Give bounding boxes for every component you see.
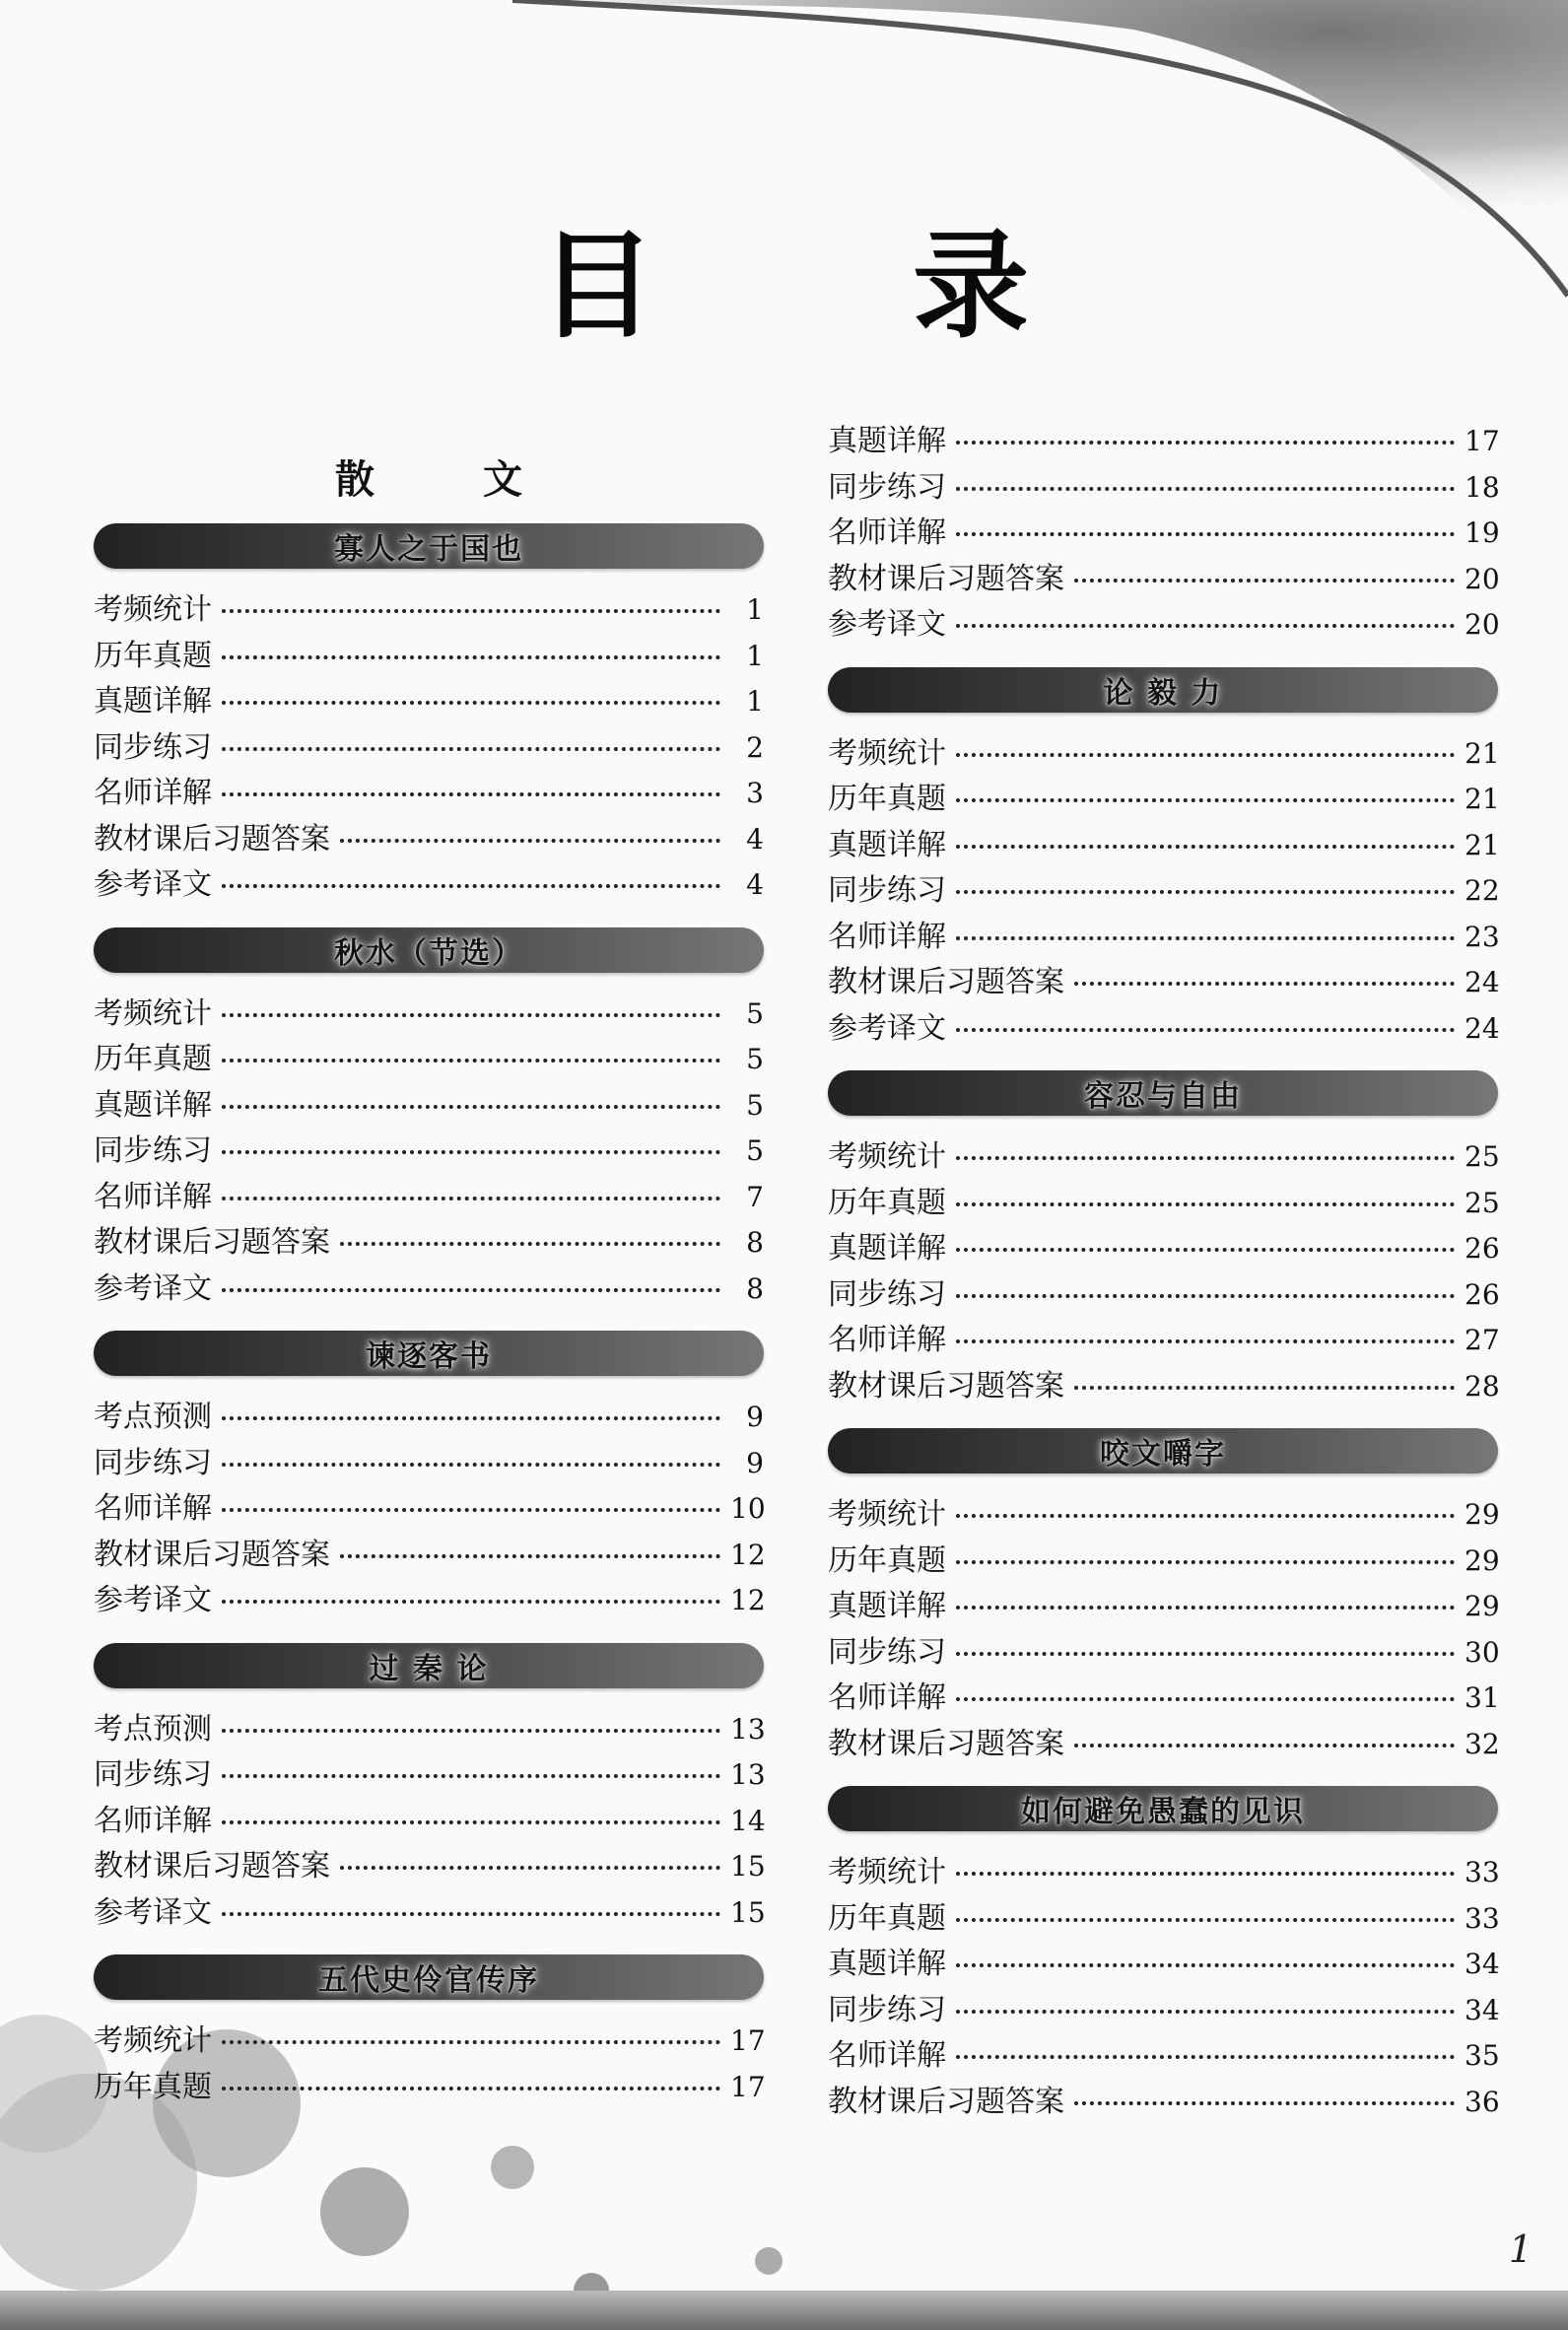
toc-entry[interactable]	[828, 1489, 1498, 1536]
entry-page-number: 24	[1465, 1011, 1500, 1045]
entry-label: 真题详解	[828, 1947, 946, 1981]
entry-page-number: 24	[1465, 966, 1500, 998]
toc-chapter	[94, 1954, 764, 2107]
dot-leader	[222, 1197, 720, 1200]
entry-label: 名师详解	[828, 1680, 946, 1715]
chapter-title: 咬文嚼字	[1100, 1437, 1226, 1472]
dot-leader	[956, 1202, 1455, 1206]
entry-page-number: 27	[1465, 1324, 1500, 1356]
chapter-title: 容忍与自由	[1084, 1079, 1242, 1114]
toc-entry[interactable]	[828, 599, 1498, 646]
dot-leader	[956, 2010, 1455, 2014]
entry-page-number: 25	[1465, 1186, 1500, 1219]
dot-leader	[340, 1242, 720, 1246]
chapter-title-bar	[94, 927, 764, 973]
toc-chapter	[94, 1331, 764, 1621]
toc-entry[interactable]	[94, 814, 764, 860]
dot-leader	[956, 753, 1455, 757]
entry-page-number: 1	[746, 639, 764, 672]
dot-leader	[222, 1059, 720, 1062]
entry-page-number: 34	[1465, 1948, 1500, 1980]
entry-page-number: 12	[730, 1538, 766, 1571]
entry-label: 同步练习	[828, 1992, 946, 2027]
toc-chapter	[94, 1643, 764, 1934]
entry-page-number: 9	[746, 1401, 764, 1433]
toc-left-column	[94, 517, 764, 2129]
dot-leader	[956, 1697, 1455, 1701]
toc-entry[interactable]	[828, 1627, 1498, 1674]
chapter-title-bar	[828, 1428, 1498, 1473]
chapter-title-bar	[828, 1070, 1498, 1116]
entry-label: 名师详解	[94, 1803, 212, 1838]
dot-leader	[956, 532, 1455, 536]
toc-chapter	[94, 927, 764, 1310]
toc-entry[interactable]	[828, 728, 1498, 775]
page-title: 目 录	[538, 218, 1138, 354]
dot-leader	[956, 1918, 1455, 1922]
dot-leader	[222, 1150, 720, 1154]
toc-entry[interactable]	[94, 768, 764, 814]
dot-leader	[956, 1156, 1455, 1160]
dot-leader	[956, 798, 1455, 802]
dot-leader	[222, 609, 720, 613]
entry-page-number: 33	[1465, 1901, 1500, 1935]
dot-leader	[222, 701, 720, 705]
dot-leader	[1074, 1744, 1455, 1748]
entry-label: 历年真题	[94, 638, 212, 673]
dot-leader	[1074, 579, 1455, 582]
entry-label: 真题详解	[828, 1589, 946, 1623]
entry-page-number: 32	[1465, 1727, 1500, 1760]
toc-chapter	[94, 523, 764, 906]
dot-leader	[222, 2087, 720, 2090]
entry-label: 真题详解	[94, 684, 212, 719]
entry-page-number: 36	[1465, 2085, 1500, 2118]
entry-label: 同步练习	[94, 1445, 212, 1480]
entry-page-number: 15	[730, 1850, 766, 1883]
entry-page-number: 5	[746, 1088, 764, 1122]
entry-label: 同步练习	[828, 469, 946, 505]
entry-page-number: 29	[1465, 1498, 1500, 1531]
toc-entry[interactable]	[828, 416, 1498, 462]
section-title: 散 文	[335, 457, 570, 503]
entry-label: 名师详解	[828, 919, 946, 954]
chapter-title: 谏逐客书	[366, 1339, 492, 1374]
dot-leader	[956, 1963, 1455, 1967]
entry-page-number: 5	[746, 1043, 764, 1075]
chapter-title: 五代史伶官传序	[318, 1963, 539, 1998]
entry-page-number: 20	[1465, 608, 1500, 641]
toc-entry[interactable]	[94, 1126, 764, 1172]
entry-label: 教材课后习题答案	[828, 561, 1064, 596]
entry-label: 参考译文	[94, 1894, 212, 1930]
entry-page-number: 21	[1465, 783, 1500, 815]
dot-leader	[956, 1028, 1455, 1032]
entry-label: 教材课后习题答案	[94, 1537, 330, 1572]
toc-entry[interactable]	[828, 1178, 1498, 1224]
entry-label: 考频统计	[94, 592, 212, 627]
entry-page-number: 15	[730, 1895, 766, 1929]
entry-label: 名师详解	[828, 1323, 946, 1357]
entry-label: 教材课后习题答案	[828, 1726, 1064, 1761]
dot-leader	[1074, 1386, 1455, 1390]
dot-leader	[956, 624, 1455, 628]
dot-leader	[222, 1463, 720, 1467]
entry-page-number: 17	[1465, 425, 1500, 457]
dot-leader	[222, 1508, 720, 1512]
chapter-title-bar	[94, 1643, 764, 1688]
entry-page-number: 20	[1465, 562, 1500, 595]
chapter-title-bar	[828, 1786, 1498, 1831]
entry-label: 教材课后习题答案	[828, 1368, 1064, 1404]
entry-label: 历年真题	[828, 1542, 946, 1578]
chapter-title-bar	[94, 523, 764, 569]
toc-entry[interactable]	[94, 722, 764, 769]
entry-label: 教材课后习题答案	[94, 1225, 330, 1260]
entry-page-number: 18	[1465, 470, 1500, 504]
chapter-title-bar	[828, 667, 1498, 713]
toc-entry[interactable]	[828, 1269, 1498, 1316]
page-number: 1	[1508, 2227, 1533, 2271]
entry-page-number: 34	[1465, 1993, 1500, 2026]
dot-leader	[222, 1820, 720, 1824]
entry-page-number: 26	[1465, 1277, 1500, 1311]
toc-entry[interactable]	[94, 1172, 764, 1218]
entry-page-number: 4	[746, 822, 764, 856]
entry-label: 同步练习	[94, 1133, 212, 1168]
dot-leader	[222, 2040, 720, 2044]
toc-entry[interactable]	[828, 1581, 1498, 1627]
entry-page-number: 17	[730, 2070, 766, 2103]
entry-page-number: 29	[1465, 1590, 1500, 1622]
chapter-title: 论 毅 力	[1103, 675, 1223, 711]
entry-page-number: 8	[746, 1271, 764, 1305]
dot-leader	[222, 884, 720, 888]
dot-leader	[956, 441, 1455, 445]
chapter-title: 秋水（节选）	[334, 935, 523, 971]
dot-leader	[956, 1339, 1455, 1343]
dot-leader	[1074, 2101, 1455, 2105]
chapter-title: 寡人之于国也	[334, 532, 523, 567]
dot-leader	[956, 936, 1455, 940]
toc-entry[interactable]	[828, 554, 1498, 600]
entry-page-number: 4	[746, 868, 764, 901]
toc-entry[interactable]	[828, 1003, 1498, 1050]
entry-page-number: 5	[746, 1134, 764, 1167]
entry-label: 历年真题	[828, 1900, 946, 1936]
dot-leader	[956, 487, 1455, 491]
toc-entry[interactable]	[94, 1530, 764, 1576]
entry-label: 同步练习	[94, 1757, 212, 1792]
dot-leader	[222, 1288, 720, 1292]
toc-chapter	[828, 667, 1498, 1050]
dot-leader	[956, 1652, 1455, 1656]
toc-entry[interactable]	[94, 1034, 764, 1080]
chapter-title: 如何避免愚蠢的见识	[1021, 1795, 1305, 1829]
entry-label: 考频统计	[828, 1139, 946, 1174]
entry-label: 名师详解	[94, 1491, 212, 1526]
dot-leader	[222, 792, 720, 796]
entry-page-number: 17	[730, 2024, 766, 2057]
entry-page-number: 21	[1465, 828, 1500, 861]
toc-entry[interactable]	[94, 2062, 764, 2108]
entry-label: 考频统计	[828, 1855, 946, 1889]
toc-entry[interactable]	[828, 1536, 1498, 1582]
toc-entry[interactable]	[828, 2030, 1498, 2077]
toc-entry[interactable]	[94, 989, 764, 1035]
entry-label: 真题详解	[94, 1087, 212, 1123]
toc-entry[interactable]	[94, 1749, 764, 1796]
toc-entry[interactable]	[828, 1847, 1498, 1893]
toc-entry[interactable]	[828, 1131, 1498, 1178]
entry-page-number: 26	[1465, 1232, 1500, 1265]
toc-chapter	[828, 1070, 1498, 1406]
dot-leader	[956, 890, 1455, 894]
entry-page-number: 2	[746, 730, 764, 764]
entry-label: 名师详解	[94, 776, 212, 810]
entry-page-number: 23	[1465, 920, 1500, 953]
entry-page-number: 28	[1465, 1369, 1500, 1403]
toc-entry[interactable]	[94, 1575, 764, 1621]
entry-page-number: 30	[1465, 1635, 1500, 1669]
entry-page-number: 1	[746, 593, 764, 626]
entry-label: 考点预测	[94, 1400, 212, 1434]
dot-leader	[222, 1912, 720, 1916]
entry-label: 教材课后习题答案	[94, 821, 330, 857]
toc-entry[interactable]	[828, 1361, 1498, 1407]
toc-entry[interactable]	[828, 1223, 1498, 1269]
toc-entry[interactable]	[828, 508, 1498, 554]
entry-label: 参考译文	[828, 1010, 946, 1046]
entry-page-number: 14	[730, 1804, 766, 1837]
entry-label: 教材课后习题答案	[828, 2084, 1064, 2119]
toc-entry[interactable]	[828, 1939, 1498, 1985]
toc-entry[interactable]	[828, 1315, 1498, 1361]
entry-page-number: 1	[746, 685, 764, 718]
toc-entry[interactable]	[94, 676, 764, 722]
dot-leader	[340, 1866, 720, 1870]
entry-page-number: 21	[1465, 736, 1500, 770]
entry-label: 真题详解	[828, 1231, 946, 1266]
toc-entry[interactable]	[94, 1438, 764, 1484]
dot-leader	[222, 1729, 720, 1733]
toc-entry[interactable]	[828, 865, 1498, 912]
entry-label: 历年真题	[828, 782, 946, 816]
toc-entry[interactable]	[828, 957, 1498, 1003]
entry-label: 同步练习	[94, 729, 212, 765]
entry-page-number: 29	[1465, 1543, 1500, 1577]
entry-label: 考频统计	[94, 2023, 212, 2058]
entry-label: 历年真题	[94, 2069, 212, 2104]
dot-leader	[956, 1560, 1455, 1564]
entry-page-number: 35	[1465, 2039, 1500, 2072]
toc-entry[interactable]	[94, 1887, 764, 1934]
entry-label: 同步练习	[828, 873, 946, 908]
entry-page-number: 8	[746, 1226, 764, 1259]
toc-entry[interactable]	[94, 859, 764, 906]
toc-entry[interactable]	[94, 1264, 764, 1310]
entry-page-number: 25	[1465, 1140, 1500, 1173]
entry-page-number: 10	[730, 1492, 766, 1525]
entry-page-number: 5	[746, 996, 764, 1030]
entry-page-number: 33	[1465, 1856, 1500, 1888]
toc-entry[interactable]	[94, 1483, 764, 1530]
dot-leader	[956, 1872, 1455, 1876]
dot-leader	[956, 1248, 1455, 1252]
dot-leader	[222, 655, 720, 659]
dot-leader	[956, 1294, 1455, 1298]
dot-leader	[222, 1105, 720, 1109]
dot-leader	[222, 1416, 720, 1420]
entry-page-number: 7	[746, 1180, 764, 1213]
dot-leader	[222, 1774, 720, 1778]
entry-page-number: 19	[1465, 516, 1500, 549]
entry-page-number: 13	[730, 1712, 766, 1746]
dot-leader	[340, 1554, 720, 1558]
entry-label: 考频统计	[828, 1497, 946, 1532]
entry-label: 参考译文	[94, 867, 212, 902]
toc-entry[interactable]	[94, 1704, 764, 1750]
entry-page-number: 12	[730, 1584, 766, 1616]
dot-leader	[222, 1600, 720, 1604]
toc-entry[interactable]	[828, 1893, 1498, 1940]
entry-label: 参考译文	[94, 1270, 212, 1306]
dot-leader	[956, 2055, 1455, 2059]
entry-label: 考频统计	[828, 735, 946, 771]
toc-entry[interactable]	[94, 1392, 764, 1438]
dot-leader	[956, 1514, 1455, 1518]
entry-label: 历年真题	[94, 1042, 212, 1076]
toc-entry[interactable]	[94, 1080, 764, 1127]
toc-entry[interactable]	[828, 820, 1498, 866]
entry-label: 考频统计	[94, 995, 212, 1031]
dot-leader	[222, 1013, 720, 1017]
entry-label: 同步练习	[828, 1634, 946, 1670]
entry-label: 参考译文	[828, 607, 946, 642]
entry-label: 真题详解	[828, 424, 946, 458]
toc-entry[interactable]	[94, 631, 764, 677]
chapter-title-bar	[94, 1954, 764, 2000]
toc-chapter	[828, 416, 1498, 646]
chapter-title-bar	[94, 1331, 764, 1376]
toc-entry[interactable]	[94, 2016, 764, 2062]
entry-label: 教材课后习题答案	[94, 1849, 330, 1884]
entry-page-number: 3	[746, 777, 764, 809]
entry-label: 真题详解	[828, 827, 946, 862]
toc-entry[interactable]	[828, 2077, 1498, 2123]
toc-entry[interactable]	[828, 1673, 1498, 1719]
toc-entry[interactable]	[94, 1217, 764, 1264]
entry-label: 同步练习	[828, 1276, 946, 1312]
dot-leader	[222, 747, 720, 751]
entry-label: 历年真题	[828, 1185, 946, 1220]
entry-label: 名师详解	[828, 515, 946, 550]
toc-entry[interactable]	[828, 774, 1498, 820]
toc-entry[interactable]	[828, 1985, 1498, 2031]
toc-entry[interactable]	[94, 584, 764, 631]
entry-label: 名师详解	[828, 2038, 946, 2073]
dot-leader	[956, 845, 1455, 849]
toc-entry[interactable]	[828, 1719, 1498, 1765]
entry-page-number: 22	[1465, 874, 1500, 907]
entry-label: 考点预测	[94, 1711, 212, 1747]
toc-entry[interactable]	[94, 1841, 764, 1887]
entry-page-number: 13	[730, 1758, 766, 1791]
entry-page-number: 9	[746, 1446, 764, 1479]
entry-label: 教材课后习题答案	[828, 965, 1064, 999]
entry-page-number: 31	[1465, 1681, 1500, 1714]
toc-chapter	[828, 1428, 1498, 1764]
toc-chapter	[828, 1786, 1498, 2122]
toc-right-column	[828, 416, 1498, 2144]
entry-label: 名师详解	[94, 1179, 212, 1214]
bottom-bar-decoration	[0, 2291, 1568, 2330]
dot-leader	[340, 839, 720, 843]
dot-leader	[1074, 982, 1455, 986]
toc-entry[interactable]	[828, 912, 1498, 958]
toc-entry[interactable]	[828, 462, 1498, 509]
dot-leader	[956, 1606, 1455, 1610]
toc-entry[interactable]	[94, 1796, 764, 1842]
chapter-title: 过 秦 论	[369, 1651, 489, 1686]
entry-label: 参考译文	[94, 1583, 212, 1617]
